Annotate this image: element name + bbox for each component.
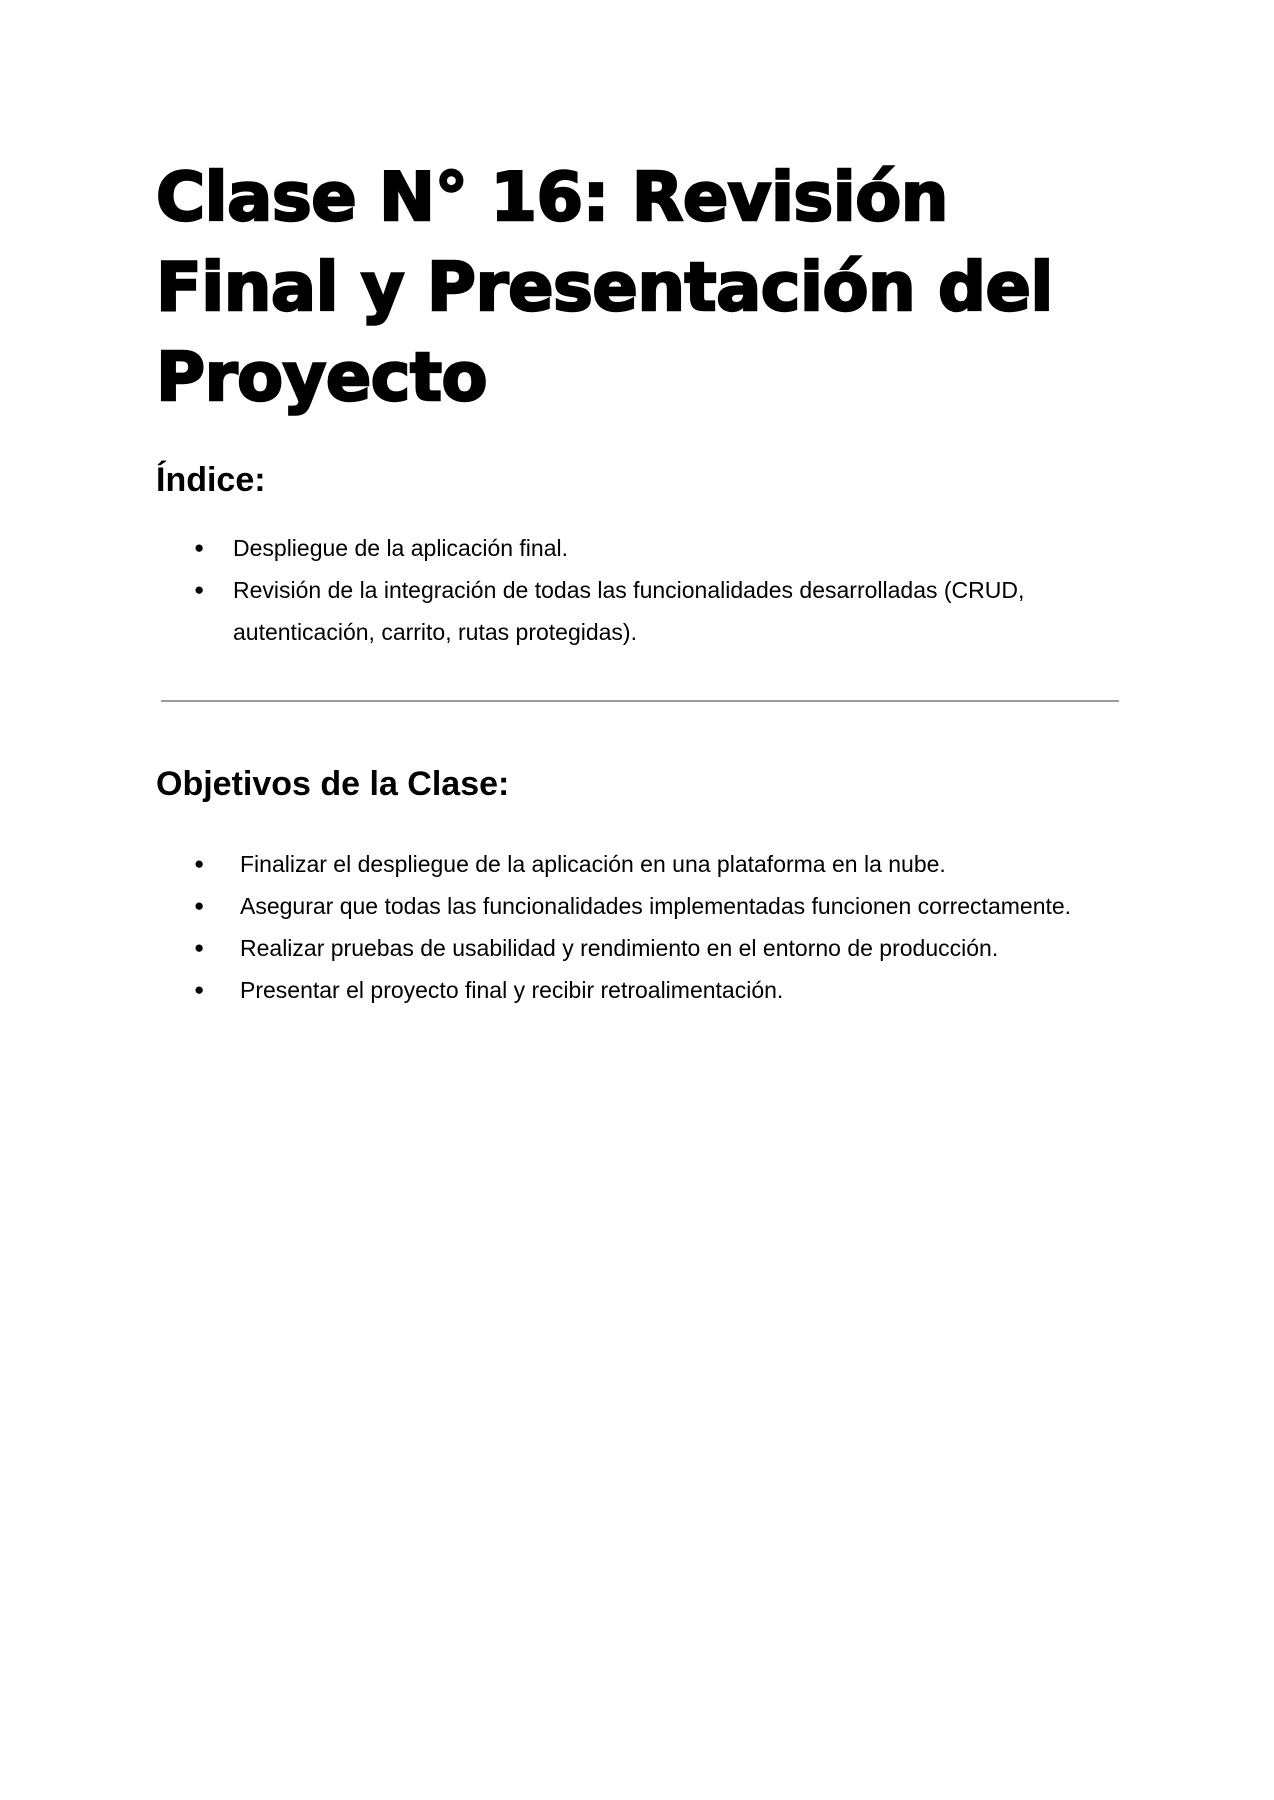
bullet-icon: ●	[194, 580, 205, 599]
horizontal-divider	[161, 700, 1119, 702]
list-item-text: Finalizar el despliegue de la aplicación en una plataforma en la nube.	[240, 851, 946, 877]
list-item	[194, 969, 1140, 1011]
indice-list	[194, 527, 1113, 653]
list-item	[194, 569, 1113, 653]
list-item	[194, 927, 1140, 969]
list-item	[194, 843, 1140, 885]
list-item-text: Despliegue de la aplicación final.	[233, 535, 568, 561]
bullet-icon: ●	[194, 854, 205, 873]
objetivos-heading: Objetivos de la Clase:	[156, 765, 510, 803]
objetivos-list	[194, 843, 1140, 1011]
page-title: Clase N° 16: Revisión Final y Presentación del Proyecto	[156, 158, 1053, 416]
list-item-text: Presentar el proyecto final y recibir retroalimentación.	[240, 977, 784, 1003]
list-item-text: Realizar pruebas de usabilidad y rendimiento en el entorno de producción.	[240, 935, 999, 961]
bullet-icon: ●	[194, 938, 205, 957]
indice-heading: Índice:	[156, 461, 266, 499]
list-item-text: Revisión de la integración de todas las funcionalidades desarrolladas (CRUD, autenticación, carrito, rutas protegidas).	[233, 577, 1025, 645]
bullet-icon: ●	[194, 896, 205, 915]
list-item-text: Asegurar que todas las funcionalidades implementadas funcionen correctamente.	[240, 893, 1072, 919]
list-item	[194, 885, 1140, 927]
list-item	[194, 527, 1113, 569]
bullet-icon: ●	[194, 538, 205, 557]
bullet-icon: ●	[194, 980, 205, 999]
